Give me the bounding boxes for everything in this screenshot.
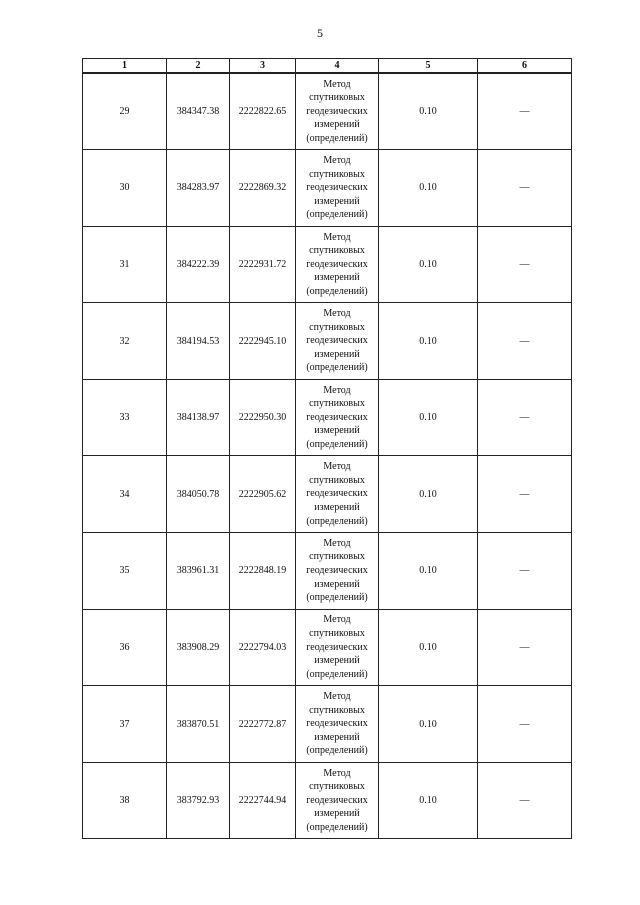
coordinates-table — [82, 58, 572, 839]
note-cell: — — [478, 762, 572, 839]
note-cell: — — [478, 73, 572, 150]
x-coordinate-cell: 383792.93 — [167, 762, 230, 839]
note-cell: — — [478, 379, 572, 456]
x-coordinate-cell: 384222.39 — [167, 226, 230, 303]
point-number-cell: 37 — [83, 686, 167, 763]
accuracy-cell: 0.10 — [379, 686, 478, 763]
table-row — [83, 609, 572, 686]
note-cell: — — [478, 533, 572, 610]
column-header-1: 1 — [83, 59, 167, 74]
x-coordinate-cell: 384138.97 — [167, 379, 230, 456]
x-coordinate-cell: 384194.53 — [167, 303, 230, 380]
accuracy-cell: 0.10 — [379, 226, 478, 303]
table-row — [83, 379, 572, 456]
point-number-cell: 33 — [83, 379, 167, 456]
x-coordinate-cell: 383870.51 — [167, 686, 230, 763]
table-row — [83, 303, 572, 380]
y-coordinate-cell: 2222848.19 — [230, 533, 296, 610]
y-coordinate-cell: 2222869.32 — [230, 150, 296, 227]
y-coordinate-cell: 2222794.03 — [230, 609, 296, 686]
accuracy-cell: 0.10 — [379, 379, 478, 456]
point-number-cell: 31 — [83, 226, 167, 303]
x-coordinate-cell: 384050.78 — [167, 456, 230, 533]
point-number-cell: 35 — [83, 533, 167, 610]
y-coordinate-cell: 2222905.62 — [230, 456, 296, 533]
table-row — [83, 533, 572, 610]
accuracy-cell: 0.10 — [379, 150, 478, 227]
accuracy-cell: 0.10 — [379, 762, 478, 839]
y-coordinate-cell: 2222744.94 — [230, 762, 296, 839]
method-cell: Метод спутниковых геодезических измерений (определений) — [296, 762, 379, 839]
accuracy-cell: 0.10 — [379, 609, 478, 686]
method-cell: Метод спутниковых геодезических измерений (определений) — [296, 226, 379, 303]
method-cell: Метод спутниковых геодезических измерений (определений) — [296, 303, 379, 380]
column-header-4: 4 — [296, 59, 379, 74]
table-row — [83, 150, 572, 227]
column-header-3: 3 — [230, 59, 296, 74]
accuracy-cell: 0.10 — [379, 303, 478, 380]
y-coordinate-cell: 2222772.87 — [230, 686, 296, 763]
note-cell: — — [478, 150, 572, 227]
x-coordinate-cell: 384283.97 — [167, 150, 230, 227]
point-number-cell: 36 — [83, 609, 167, 686]
column-header-2: 2 — [167, 59, 230, 74]
table-header-row — [83, 59, 572, 74]
method-cell: Метод спутниковых геодезических измерений (определений) — [296, 533, 379, 610]
x-coordinate-cell: 383961.31 — [167, 533, 230, 610]
point-number-cell: 30 — [83, 150, 167, 227]
table-row — [83, 762, 572, 839]
table-row — [83, 226, 572, 303]
y-coordinate-cell: 2222931.72 — [230, 226, 296, 303]
note-cell: — — [478, 609, 572, 686]
note-cell: — — [478, 226, 572, 303]
method-cell: Метод спутниковых геодезических измерений (определений) — [296, 379, 379, 456]
note-cell: — — [478, 303, 572, 380]
note-cell: — — [478, 686, 572, 763]
table-row — [83, 456, 572, 533]
method-cell: Метод спутниковых геодезических измерений (определений) — [296, 73, 379, 150]
table-row — [83, 73, 572, 150]
method-cell: Метод спутниковых геодезических измерений (определений) — [296, 686, 379, 763]
method-cell: Метод спутниковых геодезических измерений (определений) — [296, 609, 379, 686]
column-header-6: 6 — [478, 59, 572, 74]
note-cell: — — [478, 456, 572, 533]
table-row — [83, 686, 572, 763]
y-coordinate-cell: 2222822.65 — [230, 73, 296, 150]
accuracy-cell: 0.10 — [379, 456, 478, 533]
point-number-cell: 38 — [83, 762, 167, 839]
y-coordinate-cell: 2222945.10 — [230, 303, 296, 380]
point-number-cell: 32 — [83, 303, 167, 380]
method-cell: Метод спутниковых геодезических измерений (определений) — [296, 456, 379, 533]
point-number-cell: 29 — [83, 73, 167, 150]
column-header-5: 5 — [379, 59, 478, 74]
point-number-cell: 34 — [83, 456, 167, 533]
x-coordinate-cell: 383908.29 — [167, 609, 230, 686]
x-coordinate-cell: 384347.38 — [167, 73, 230, 150]
accuracy-cell: 0.10 — [379, 533, 478, 610]
method-cell: Метод спутниковых геодезических измерений (определений) — [296, 150, 379, 227]
accuracy-cell: 0.10 — [379, 73, 478, 150]
page-number: 5 — [317, 26, 323, 40]
y-coordinate-cell: 2222950.30 — [230, 379, 296, 456]
